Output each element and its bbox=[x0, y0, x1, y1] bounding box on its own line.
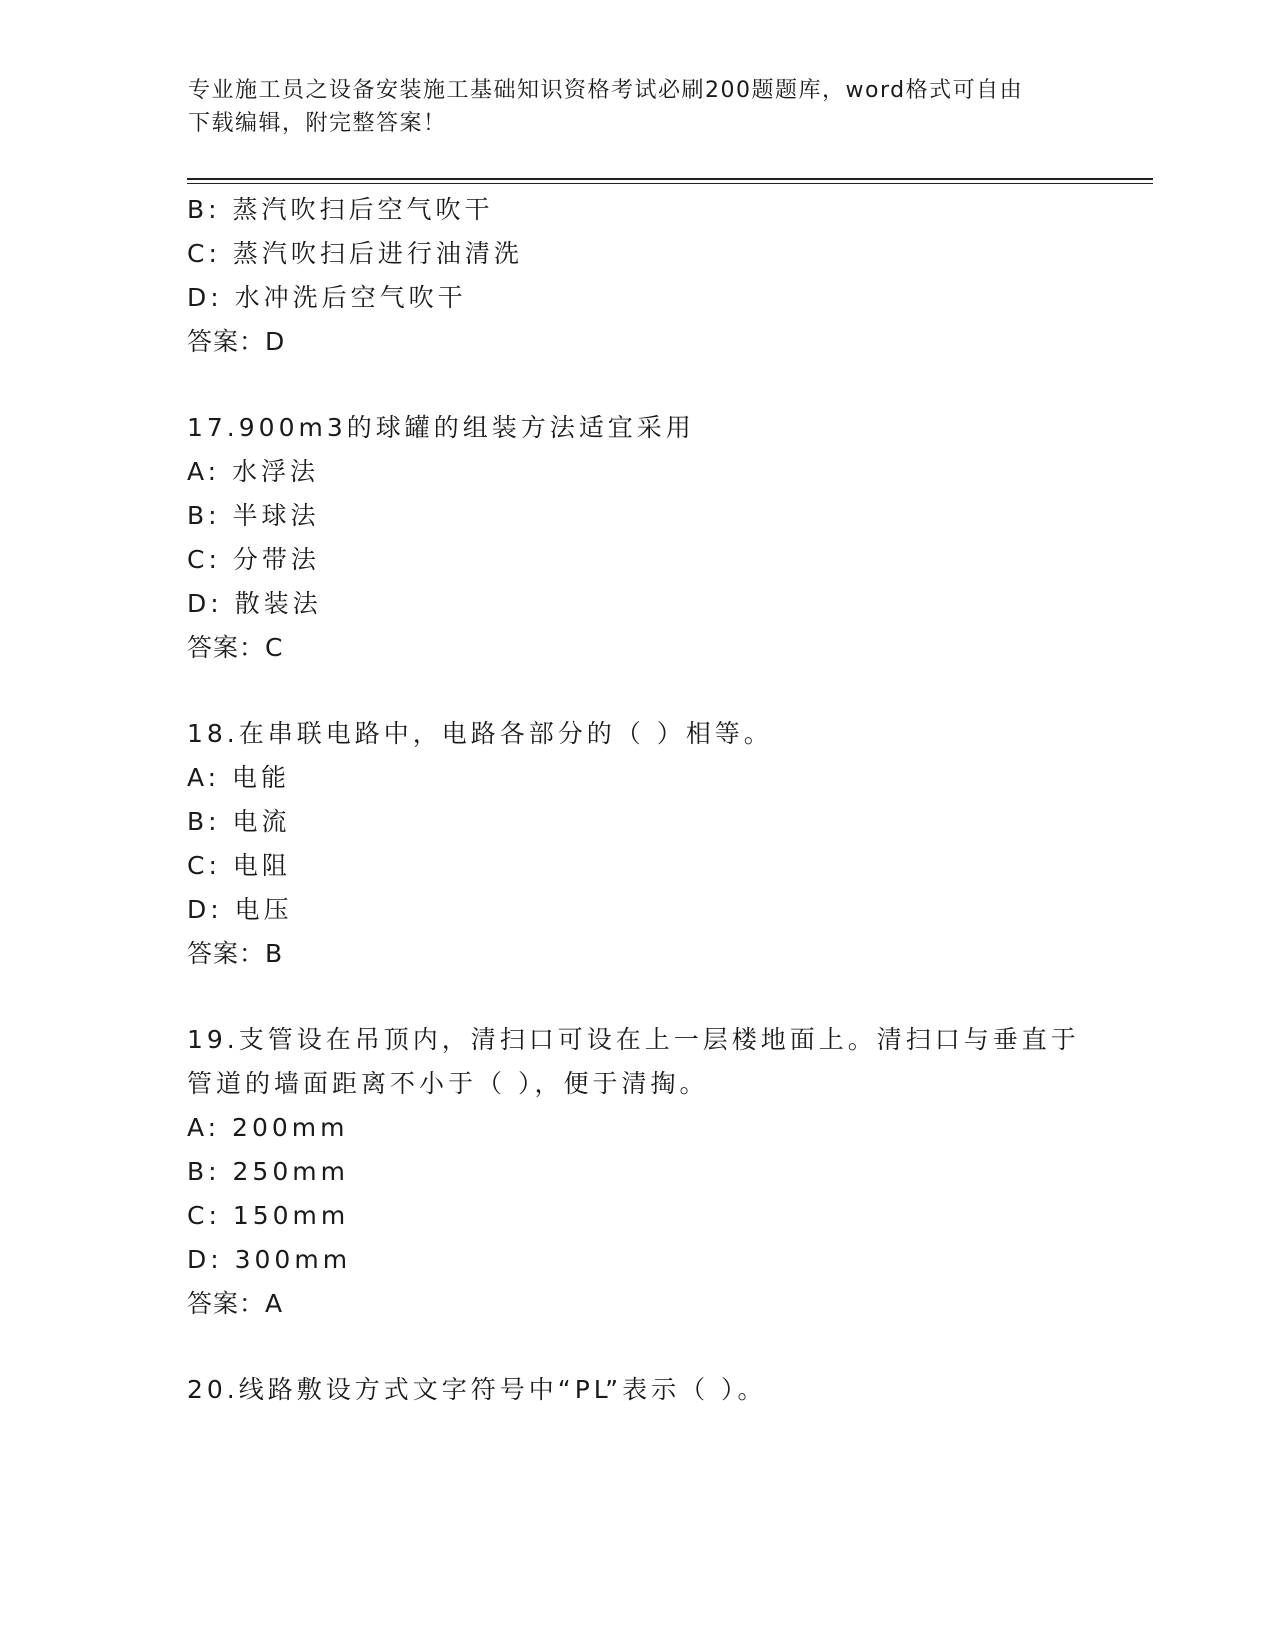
q19-option-a: A: 200mm bbox=[187, 1113, 349, 1142]
q18-option-b: B: 电流 bbox=[187, 807, 291, 836]
q17-option-b: B: 半球法 bbox=[187, 501, 320, 530]
header-line-2: 下载编辑，附完整答案！ bbox=[188, 111, 447, 136]
header-divider-thick bbox=[187, 178, 1153, 180]
q20-question: 20.线路敷设方式文字符号中“PL”表示（ ）。 bbox=[187, 1375, 767, 1404]
q18-question: 18.在串联电路中，电路各部分的（ ）相等。 bbox=[187, 719, 773, 748]
q19-question-line-2: 管道的墙面距离不小于（ ），便于清掏。 bbox=[187, 1069, 709, 1098]
q19-option-c: C: 150mm bbox=[187, 1201, 350, 1230]
document-header bbox=[188, 74, 1088, 140]
q19-answer: 答案：A bbox=[187, 1289, 284, 1318]
q16-option-d: D: 水冲洗后空气吹干 bbox=[187, 283, 467, 312]
q18-option-d: D: 电压 bbox=[187, 895, 293, 924]
q19-option-b: B: 250mm bbox=[187, 1157, 349, 1186]
q16-option-b: B: 蒸汽吹扫后空气吹干 bbox=[187, 195, 494, 224]
q18-answer: 答案：B bbox=[187, 939, 284, 968]
q19-option-d: D: 300mm bbox=[187, 1245, 352, 1274]
q16-answer: 答案：D bbox=[187, 327, 286, 356]
q17-answer: 答案：C bbox=[187, 633, 284, 662]
header-line-1: 专业施工员之设备安装施工基础知识资格考试必刷200题题库，word格式可自由 bbox=[188, 78, 1024, 103]
q16-option-c: C: 蒸汽吹扫后进行油清洗 bbox=[187, 239, 523, 268]
q18-option-a: A: 电能 bbox=[187, 763, 291, 792]
q19-question-line-1: 19.支管设在吊顶内，清扫口可设在上一层楼地面上。清扫口与垂直于 bbox=[187, 1025, 1080, 1054]
q17-option-c: C: 分带法 bbox=[187, 545, 320, 574]
q18-option-c: C: 电阻 bbox=[187, 851, 291, 880]
q17-question: 17.900m3的球罐的组装方法适宜采用 bbox=[187, 413, 695, 442]
q17-option-d: D: 散装法 bbox=[187, 589, 322, 618]
header-divider-thin bbox=[187, 183, 1153, 184]
q17-option-a: A: 水浮法 bbox=[187, 457, 320, 486]
